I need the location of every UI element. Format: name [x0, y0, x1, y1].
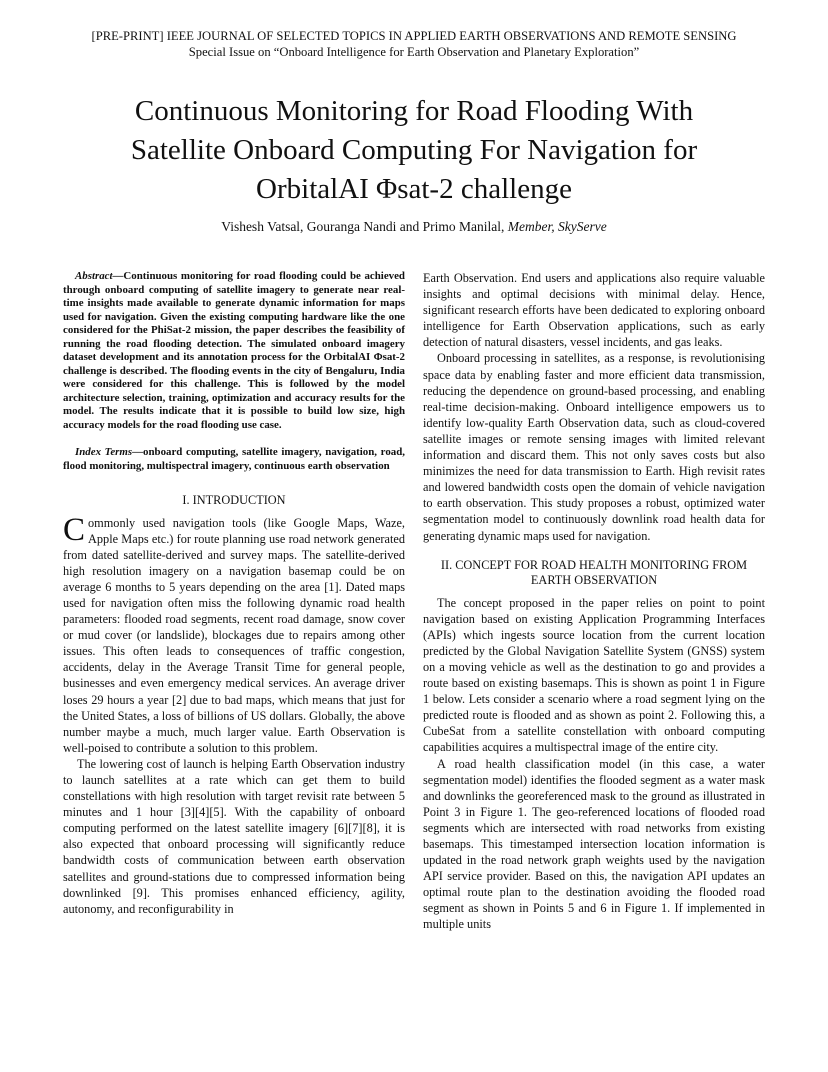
title-line-3: OrbitalAI Φsat-2 challenge [256, 173, 572, 205]
intro-paragraph-1 [63, 511, 405, 756]
right-paragraph-1: Earth Observation. End users and applications also require valuable insights and optimal decisions with minimal delay. Hence, significant research efforts have been dedicated to exploring onboard intelligence for Earth Observation applications, such as early detection of natural disasters, vessel incidents, and gas leaks. [423, 271, 765, 350]
concept-heading-line-1: II. CONCEPT FOR ROAD HEALTH MONITORING FROM [440, 557, 748, 572]
concept-heading-line-2: EARTH OBSERVATION [530, 573, 658, 588]
abstract [63, 270, 405, 432]
section-heading-introduction: I. INTRODUCTION [182, 493, 286, 507]
author-names: Vishesh Vatsal, Gouranga Nandi and Primo Manilal, [221, 219, 508, 234]
special-issue: Special Issue on “Onboard Intelligence for Earth Observation and Planetary Exploration” [188, 45, 640, 59]
journal-header [40, 28, 788, 60]
index-terms-label: Index Terms [75, 446, 133, 458]
index-terms [63, 446, 405, 473]
title-line-2: Satellite Onboard Computing For Navigation for [130, 134, 698, 166]
drop-cap: C [63, 511, 86, 548]
right-paragraph-2: Onboard processing in satellites, as a response, is revolutionising space data by enabling faster and more efficient data transmission, reducing the dependence on ground-based processing, and enabling real-time decision-making. Onboard intelligence empowers us to identify low-quality Earth Observation data, such as cloud-covered satellite images or remote sensing images with limited relevant information and discard them. This not only saves costs but also minimizes the need for data transmission to Earth. High revisit rates and lowered bandwidth costs open the domain of vehicle navigation to earth observation. This study proposes a robust, optimized water segmentation model to continuously downlink road health data for generating dynamic maps used for navigation. [423, 351, 765, 543]
intro-paragraph-1-text: ommonly used navigation tools (like Google Maps, Waze, Apple Maps etc.) for route planning use road network generated from dated satellite-derived and survey maps. The satellite-derived high resolution imagery on a navigation basemap could be on average 6 months to 5 years depending on the area [1]. Dated maps used for navigation often miss the following dynamic road health parameters: flooded road segments, recent road damage, snow cover or mud cover (or landslide), blockages due to repairs among other issues. This often leads to consequences of traffic congestion, accidents, delay in the Average Transit Time for general people, businesses and even emergency medical services. An average driver loses 29 hours a year [2] due to bad maps, which means that just for the United States, a loss of billions of US dollars. Globally, the above number maybe a much, much larger value. Earth Observation is well-poised to contribute a solution to this problem. [63, 515, 405, 755]
left-column [63, 270, 405, 917]
intro-paragraph-2: The lowering cost of launch is helping Earth Observation industry to launch satellites at a rate which can get them to build constellations with high resolution with target revisit rate between 5 minutes and 1 hour [3][4][5]. With the capability of onboard computing performed on the latest satellite imagery [6][7][8], it is also expected that onboard processing will significantly reduce bandwidth costs of communication between earth observation satellites and ground-stations due to compressed information being downlinked [9]. This promises enhanced efficiency, agility, autonomy, and reconfigurability in [63, 756, 405, 916]
author-affiliation: Member, SkyServe [507, 219, 607, 234]
author-line [40, 218, 788, 236]
right-column [423, 270, 765, 933]
abstract-label: Abstract [75, 270, 113, 282]
concept-paragraph-2: A road health classification model (in this case, a water segmentation model) identifies the flooded segment as a water mask and downlinks the georeferenced mask to the ground as illustrated in Point 3 in Figure 1. The geo-referenced locations of flooded road segments which are intersected with road networks from existing basemaps. This timestamped intersection location information is updated in the road network graph weights used by the navigation API service provider. Based on this, the navigation API updates an optimal route plan to the destination avoiding the flooded road segment as shown in Points 5 and 6 in Figure 1. If implemented in multiple units [423, 756, 765, 932]
paper-title [60, 92, 768, 209]
abstract-text: —Continuous monitoring for road flooding could be achieved through onboard computing of satellite imagery to generate near real-time insights made available to generate dynamic information for maps used for navigation. Given the existing computing hardware like the one considered for the PhiSat-2 mission, the paper describes the feasibility of running the road flooding detection. The simulated onboard imagery dataset development and its annotation process for the OrbitalAI Φsat-2 challenge is described. The flooding events in the city of Bengaluru, India were considered for this challenge. This is followed by the model architecture selection, training, optimization and accuracy results for the model. The results indicate that it is possible to build low size, high accuracy models for the road flooding use case. [63, 270, 405, 431]
journal-name: [PRE-PRINT] IEEE JOURNAL OF SELECTED TOPICS IN APPLIED EARTH OBSERVATIONS AND REMOTE SENSING [91, 29, 737, 43]
section-heading-concept [423, 558, 765, 589]
concept-paragraph-1: The concept proposed in the paper relies on point to point navigation based on existing Application Programming Interfaces (APIs) which ingests source location from the current location predicted by the Global Navigation Satellite System (GNSS) system on a moving vehicle as well as the destination to go and provides a route based on existing basemaps. This is shown as point 1 in Figure 1 below. Lets consider a scenario where a road segment lying on the predicted route is flooded and as shown as point 2. Following this, a CubeSat from a satellite constellation with onboard computing capabilities acquires a multispectral image of the entire city. [423, 595, 765, 755]
title-line-1: Continuous Monitoring for Road Flooding With [134, 95, 694, 127]
index-terms-text: —onboard computing, satellite imagery, navigation, road, flood monitoring, multispectral imagery, continuous earth observation [63, 446, 405, 472]
